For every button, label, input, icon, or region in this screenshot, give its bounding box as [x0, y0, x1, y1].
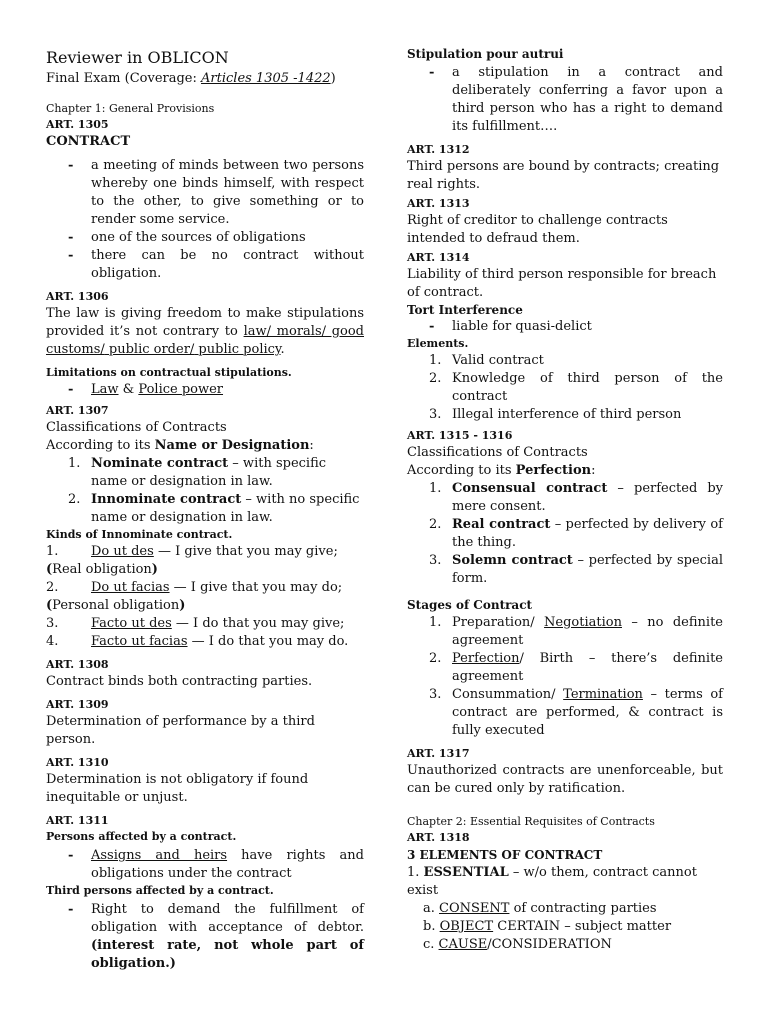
third-persons-heading: Third persons affected by a contract.: [46, 884, 274, 897]
stipulation-list: [407, 64, 723, 136]
stages-list: [407, 614, 723, 740]
list-item: - Law & Police power: [46, 381, 364, 399]
list-item: - Assigns and heirs have rights and obligations under the contract: [46, 847, 364, 883]
three-elements-heading: 3 ELEMENTS OF CONTRACT: [407, 848, 603, 862]
kinds-heading: Kinds of Innominate contract.: [46, 528, 233, 541]
art-1310-label: ART. 1310: [46, 756, 109, 769]
chapter-2-heading: Chapter 2: Essential Requisites of Contracts: [407, 815, 655, 828]
list-item: - a stipulation in a contract and deliberately conferring a favor upon a third person who has a right to demand its fulfillment….: [407, 64, 723, 136]
list-item: 2. Innominate contract – with no specific name or designation in law.: [68, 492, 360, 525]
chapter-1-heading: Chapter 1: General Provisions: [46, 102, 215, 115]
art-1312-text: Third persons are bound by contracts; creating real rights.: [407, 159, 720, 192]
list-item: 2. Real contract – perfected by delivery of the thing.: [429, 517, 723, 550]
classifications-heading-right: Classifications of Contracts: [407, 445, 588, 460]
list-item: 1. Preparation/ Negotiation – no definite agreement: [429, 615, 723, 648]
contract-bullets: [46, 157, 364, 283]
art-1309-text: Determination of performance by a third person.: [46, 714, 315, 747]
art-1312-label: ART. 1312: [407, 143, 470, 156]
art-1317-text: Unauthorized contracts are unenforceable, but can be cured only by ratification.: [407, 763, 723, 796]
art-1313-text: Right of creditor to challenge contracts intended to defraud them.: [407, 213, 668, 246]
persons-affected-list: [46, 847, 364, 883]
according-name: According to its Name or Designation:: [46, 438, 314, 453]
stages-heading: Stages of Contract: [407, 598, 533, 612]
art-1317-label: ART. 1317: [407, 747, 470, 760]
list-item: b. OBJECT CERTAIN – subject matter: [423, 919, 672, 934]
left-column: [46, 0, 364, 977]
according-perfection: According to its Perfection:: [407, 463, 596, 478]
right-column: [407, 0, 723, 954]
art-1308-label: ART. 1308: [46, 658, 109, 671]
limitations-heading: Limitations on contractual stipulations.: [46, 366, 292, 379]
list-item: 3. Solemn contract – perfected by special form.: [429, 553, 723, 586]
limitations-list: [46, 381, 364, 399]
document-title: Reviewer in OBLICON: [46, 48, 229, 67]
name-classification-list: [46, 455, 364, 527]
list-item: - liable for quasi-delict: [407, 318, 723, 336]
art-1315-label: ART. 1315 - 1316: [407, 429, 513, 442]
persons-affected-heading: Persons affected by a contract.: [46, 830, 237, 843]
list-item: 2. Perfection/ Birth – there’s definite agreement: [429, 651, 723, 684]
art-1306-label: ART. 1306: [46, 290, 109, 303]
list-item: c. CAUSE/CONSIDERATION: [423, 937, 612, 952]
art-1305-label: ART. 1305: [46, 118, 109, 131]
tort-heading: Tort Interference: [407, 303, 523, 317]
list-item: a. CONSENT of contracting parties: [423, 901, 657, 916]
essential-line: 1. ESSENTIAL – w/o them, contract cannot exist: [407, 865, 697, 898]
stipulation-heading: Stipulation pour autrui: [407, 47, 564, 61]
art-1307-label: ART. 1307: [46, 404, 109, 417]
list-item: - there can be no contract without obligation.: [46, 247, 364, 283]
art-1306-text: The law is giving freedom to make stipulations provided it’s not contrary to law/ morals/ good customs/ public order/ public policy.: [46, 306, 364, 357]
coverage-range: Articles 1305 -1422: [201, 71, 331, 86]
art-1309-label: ART. 1309: [46, 698, 109, 711]
list-item: 3. Facto ut des — I do that you may give;: [46, 616, 345, 631]
list-item: 1. Consensual contract – perfected by mere consent.: [429, 481, 724, 514]
kinds-list: [46, 543, 364, 651]
list-item: - Right to demand the fulfillment of obligation with acceptance of debtor. (interest rate, not whole part of obligation.): [46, 901, 364, 973]
third-persons-list: [46, 901, 364, 973]
contract-heading: CONTRACT: [46, 134, 131, 149]
list-item: - one of the sources of obligations: [46, 229, 364, 247]
art-1311-label: ART. 1311: [46, 814, 109, 827]
elements-heading: Elements.: [407, 337, 469, 350]
art-1308-text: Contract binds both contracting parties.: [46, 674, 313, 689]
list-item: 3. Illegal interference of third person: [429, 407, 682, 422]
art-1314-label: ART. 1314: [407, 251, 470, 264]
classifications-heading: Classifications of Contracts: [46, 420, 227, 435]
tort-list: [407, 318, 723, 336]
list-item: 1. Valid contract: [429, 353, 544, 368]
list-item: 1. Do ut des — I give that you may give; (Real obligation): [46, 544, 338, 577]
document-subtitle: Final Exam (Coverage: Articles 1305 -1422): [46, 71, 336, 86]
list-item: - a meeting of minds between two persons whereby one binds himself, with respect to the other, to give something or to render some service.: [46, 157, 364, 229]
list-item: 2. Do ut facias — I give that you may do; (Personal obligation): [46, 580, 343, 613]
list-item: 4. Facto ut facias — I do that you may do.: [46, 634, 349, 649]
list-item: 2. Knowledge of third person of the contract: [429, 371, 723, 404]
art-1314-text: Liability of third person responsible for breach of contract.: [407, 267, 717, 300]
art-1313-label: ART. 1313: [407, 197, 470, 210]
elements-list: [407, 352, 723, 424]
art-1318-label: ART. 1318: [407, 831, 470, 844]
perfection-list: [407, 480, 723, 588]
list-item: 1. Nominate contract – with specific name or designation in law.: [68, 456, 327, 489]
art-1310-text: Determination is not obligatory if found inequitable or unjust.: [46, 772, 309, 805]
list-item: 3. Consummation/ Termination – terms of contract are performed, & contract is fully executed: [429, 687, 723, 738]
